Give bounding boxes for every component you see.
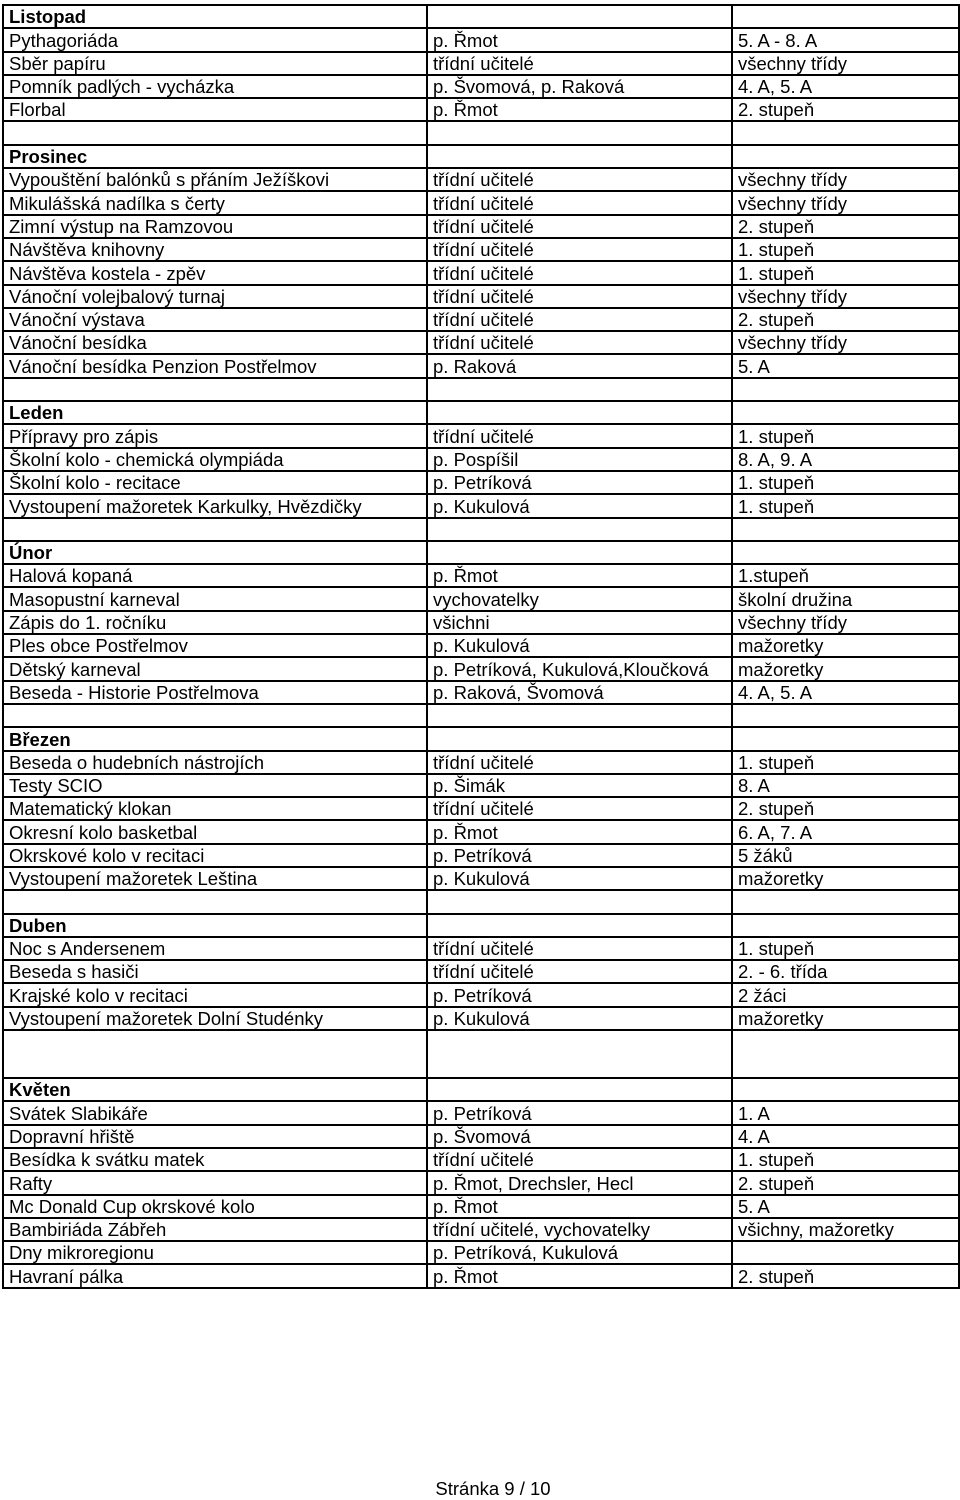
page-footer: Stránka 9 / 10 [435, 1478, 551, 1499]
table-row [3, 820, 959, 843]
responsible-cell: třídní učitelé [427, 168, 732, 191]
activity-cell: Havraní pálka [3, 1264, 427, 1287]
empty-cell [427, 727, 732, 750]
activity-cell: Vystoupení mažoretek Dolní Studénky [3, 1007, 427, 1030]
activity-cell: Pomník padlých - vycházka [3, 75, 427, 98]
participants-cell: všichny, mažoretky [732, 1218, 959, 1241]
responsible-cell: třídní učitelé [427, 937, 732, 960]
responsible-cell: p. Švomová [427, 1125, 732, 1148]
empty-cell [732, 121, 959, 144]
responsible-cell: p. Pospíšil [427, 448, 732, 471]
responsible-cell: třídní učitelé [427, 191, 732, 214]
activity-cell: Vypouštění balónků s přáním Ježíškovi [3, 168, 427, 191]
participants-cell: mažoretky [732, 1007, 959, 1030]
table-row [3, 1195, 959, 1218]
participants-cell: všechny třídy [732, 611, 959, 634]
month-title: Prosinec [3, 145, 427, 168]
participants-cell: 2. stupeň [732, 308, 959, 331]
responsible-cell: p. Řmot [427, 820, 732, 843]
table-row [3, 1101, 959, 1124]
responsible-cell: p. Řmot [427, 564, 732, 587]
activity-cell: Matematický klokan [3, 797, 427, 820]
responsible-cell: třídní učitelé [427, 285, 732, 308]
activity-cell: Besídka k svátku matek [3, 1148, 427, 1171]
activity-cell: Návštěva knihovny [3, 238, 427, 261]
empty-cell [732, 378, 959, 401]
table-row [3, 1264, 959, 1287]
responsible-cell: třídní učitelé [427, 308, 732, 331]
responsible-cell: p. Petríková [427, 471, 732, 494]
table-row [3, 1218, 959, 1241]
empty-cell [3, 518, 427, 541]
participants-cell: 5 žáků [732, 844, 959, 867]
month-header-row [3, 145, 959, 168]
month-title: Květen [3, 1078, 427, 1101]
empty-cell [732, 1078, 959, 1101]
table-row [3, 564, 959, 587]
activity-cell: Ples obce Postřelmov [3, 634, 427, 657]
table-row [3, 587, 959, 610]
spacer-row [3, 890, 959, 913]
participants-cell: všechny třídy [732, 168, 959, 191]
participants-cell: 1. stupeň [732, 261, 959, 284]
activity-cell: Krajské kolo v recitaci [3, 983, 427, 1006]
month-title: Listopad [3, 5, 427, 28]
responsible-cell: p. Řmot [427, 1264, 732, 1287]
spacer-row [3, 518, 959, 541]
month-header-row [3, 727, 959, 750]
empty-cell [427, 401, 732, 424]
empty-cell [732, 518, 959, 541]
month-title: Duben [3, 914, 427, 937]
activity-cell: Rafty [3, 1171, 427, 1194]
empty-cell [427, 914, 732, 937]
responsible-cell: třídní učitelé [427, 797, 732, 820]
spacer-row [3, 704, 959, 727]
table-row [3, 611, 959, 634]
table-row [3, 191, 959, 214]
participants-cell: 2. stupeň [732, 1171, 959, 1194]
participants-cell: 5. A - 8. A [732, 28, 959, 51]
spacer-row [3, 121, 959, 144]
activity-cell: Vánoční výstava [3, 308, 427, 331]
participants-cell: 8. A, 9. A [732, 448, 959, 471]
participants-cell: 2 žáci [732, 983, 959, 1006]
table-row [3, 285, 959, 308]
activity-cell: Vánoční besídka Penzion Postřelmov [3, 354, 427, 377]
participants-cell: mažoretky [732, 634, 959, 657]
activity-cell: Beseda o hudebních nástrojích [3, 751, 427, 774]
table-row [3, 1171, 959, 1194]
participants-cell: 1. stupeň [732, 751, 959, 774]
spacer-row [3, 378, 959, 401]
activity-cell: Sběr papíru [3, 52, 427, 75]
empty-cell [427, 145, 732, 168]
participants-cell: 6. A, 7. A [732, 820, 959, 843]
activity-cell: Beseda - Historie Postřelmova [3, 681, 427, 704]
participants-cell: 1. stupeň [732, 494, 959, 517]
participants-cell: 1. stupeň [732, 1148, 959, 1171]
empty-cell [3, 121, 427, 144]
activity-cell: Okresní kolo basketbal [3, 820, 427, 843]
responsible-cell: p. Šimák [427, 774, 732, 797]
participants-cell: mažoretky [732, 657, 959, 680]
month-header-row [3, 914, 959, 937]
responsible-cell: třídní učitelé [427, 331, 732, 354]
month-header-row [3, 401, 959, 424]
table-row [3, 168, 959, 191]
empty-cell [427, 890, 732, 913]
table-row [3, 867, 959, 890]
responsible-cell: třídní učitelé [427, 751, 732, 774]
participants-cell: 1. stupeň [732, 238, 959, 261]
responsible-cell: třídní učitelé, vychovatelky [427, 1218, 732, 1241]
responsible-cell: třídní učitelé [427, 215, 732, 238]
responsible-cell: p. Kukulová [427, 634, 732, 657]
responsible-cell: třídní učitelé [427, 261, 732, 284]
table-row [3, 1007, 959, 1030]
table-row [3, 844, 959, 867]
responsible-cell: třídní učitelé [427, 52, 732, 75]
responsible-cell: všichni [427, 611, 732, 634]
responsible-cell: p. Řmot, Drechsler, Hecl [427, 1171, 732, 1194]
spacer-row [3, 1030, 959, 1078]
participants-cell: 8. A [732, 774, 959, 797]
empty-cell [732, 145, 959, 168]
responsible-cell: vychovatelky [427, 587, 732, 610]
participants-cell: 2. stupeň [732, 797, 959, 820]
responsible-cell: p. Řmot [427, 98, 732, 121]
month-title: Březen [3, 727, 427, 750]
empty-cell [732, 704, 959, 727]
participants-cell: všechny třídy [732, 331, 959, 354]
table-row [3, 238, 959, 261]
table-row [3, 751, 959, 774]
participants-cell: 5. A [732, 354, 959, 377]
month-title: Únor [3, 541, 427, 564]
participants-cell: 1. stupeň [732, 424, 959, 447]
empty-cell [732, 401, 959, 424]
activity-cell: Školní kolo - chemická olympiáda [3, 448, 427, 471]
participants-cell: mažoretky [732, 867, 959, 890]
participants-cell: 1.stupeň [732, 564, 959, 587]
table-row [3, 98, 959, 121]
participants-cell: školní družina [732, 587, 959, 610]
table-row [3, 448, 959, 471]
participants-cell: 1. stupeň [732, 471, 959, 494]
empty-cell [427, 5, 732, 28]
table-row [3, 261, 959, 284]
table-row [3, 774, 959, 797]
activity-cell: Mikulášská nadílka s čerty [3, 191, 427, 214]
empty-cell [732, 541, 959, 564]
responsible-cell: p. Petríková [427, 844, 732, 867]
participants-cell: všechny třídy [732, 191, 959, 214]
table-row [3, 215, 959, 238]
activity-cell: Testy SCIO [3, 774, 427, 797]
table-row [3, 797, 959, 820]
empty-cell [427, 121, 732, 144]
activity-cell: Dopravní hřiště [3, 1125, 427, 1148]
table-row [3, 634, 959, 657]
activity-cell: Okrskové kolo v recitaci [3, 844, 427, 867]
table-row [3, 308, 959, 331]
activity-cell: Zimní výstup na Ramzovou [3, 215, 427, 238]
responsible-cell: třídní učitelé [427, 424, 732, 447]
empty-cell [427, 1030, 732, 1078]
activity-cell: Beseda s hasiči [3, 960, 427, 983]
participants-cell: 2. stupeň [732, 215, 959, 238]
responsible-cell: p. Raková, Švomová [427, 681, 732, 704]
empty-cell [427, 541, 732, 564]
table-row [3, 960, 959, 983]
responsible-cell: třídní učitelé [427, 1148, 732, 1171]
activity-cell: Pythagoriáda [3, 28, 427, 51]
responsible-cell: p. Řmot [427, 28, 732, 51]
table-row [3, 983, 959, 1006]
empty-cell [732, 914, 959, 937]
activity-cell: Návštěva kostela - zpěv [3, 261, 427, 284]
participants-cell: 4. A, 5. A [732, 681, 959, 704]
table-row [3, 1125, 959, 1148]
responsible-cell: p. Petríková [427, 1101, 732, 1124]
table-row [3, 1148, 959, 1171]
activity-cell: Noc s Andersenem [3, 937, 427, 960]
month-title: Leden [3, 401, 427, 424]
table-row [3, 331, 959, 354]
empty-cell [427, 704, 732, 727]
participants-cell: 2. stupeň [732, 1264, 959, 1287]
participants-cell: 4. A [732, 1125, 959, 1148]
month-header-row [3, 5, 959, 28]
participants-cell: 2. - 6. třída [732, 960, 959, 983]
participants-cell: 1. stupeň [732, 937, 959, 960]
month-header-row [3, 1078, 959, 1101]
empty-cell [732, 5, 959, 28]
month-header-row [3, 541, 959, 564]
activity-cell: Školní kolo - recitace [3, 471, 427, 494]
table-row [3, 681, 959, 704]
table-row [3, 28, 959, 51]
participants-cell [732, 1241, 959, 1264]
empty-cell [3, 1030, 427, 1078]
empty-cell [427, 518, 732, 541]
responsible-cell: p. Petríková, Kukulová,Kloučková [427, 657, 732, 680]
empty-cell [3, 704, 427, 727]
empty-cell [3, 890, 427, 913]
empty-cell [427, 1078, 732, 1101]
empty-cell [427, 378, 732, 401]
activity-table-body [3, 5, 959, 1288]
table-row [3, 657, 959, 680]
responsible-cell: třídní učitelé [427, 238, 732, 261]
responsible-cell: p. Petríková, Kukulová [427, 1241, 732, 1264]
participants-cell: všechny třídy [732, 285, 959, 308]
responsible-cell: p. Švomová, p. Raková [427, 75, 732, 98]
table-row [3, 75, 959, 98]
table-row [3, 494, 959, 517]
table-row [3, 1241, 959, 1264]
empty-cell [3, 378, 427, 401]
empty-cell [732, 1030, 959, 1078]
activity-cell: Zápis do 1. ročníku [3, 611, 427, 634]
responsible-cell: p. Kukulová [427, 867, 732, 890]
activity-cell: Svátek Slabikáře [3, 1101, 427, 1124]
activity-cell: Vystoupení mažoretek Karkulky, Hvězdičky [3, 494, 427, 517]
activity-cell: Florbal [3, 98, 427, 121]
participants-cell: 4. A, 5. A [732, 75, 959, 98]
empty-cell [732, 727, 959, 750]
activity-cell: Halová kopaná [3, 564, 427, 587]
activity-cell: Dny mikroregionu [3, 1241, 427, 1264]
table-row [3, 937, 959, 960]
activity-cell: Vánoční volejbalový turnaj [3, 285, 427, 308]
responsible-cell: p. Petríková [427, 983, 732, 1006]
participants-cell: 2. stupeň [732, 98, 959, 121]
responsible-cell: p. Kukulová [427, 494, 732, 517]
responsible-cell: p. Kukulová [427, 1007, 732, 1030]
activity-cell: Bambiriáda Zábřeh [3, 1218, 427, 1241]
table-row [3, 354, 959, 377]
empty-cell [732, 890, 959, 913]
participants-cell: 1. A [732, 1101, 959, 1124]
responsible-cell: p. Řmot [427, 1195, 732, 1218]
table-row [3, 52, 959, 75]
responsible-cell: p. Raková [427, 354, 732, 377]
table-row [3, 424, 959, 447]
responsible-cell: třídní učitelé [427, 960, 732, 983]
activity-cell: Dětský karneval [3, 657, 427, 680]
participants-cell: všechny třídy [732, 52, 959, 75]
table-row [3, 471, 959, 494]
activity-table [2, 4, 960, 1289]
activity-cell: Vánoční besídka [3, 331, 427, 354]
participants-cell: 5. A [732, 1195, 959, 1218]
activity-cell: Vystoupení mažoretek Leština [3, 867, 427, 890]
activity-cell: Masopustní karneval [3, 587, 427, 610]
activity-cell: Přípravy pro zápis [3, 424, 427, 447]
activity-cell: Mc Donald Cup okrskové kolo [3, 1195, 427, 1218]
